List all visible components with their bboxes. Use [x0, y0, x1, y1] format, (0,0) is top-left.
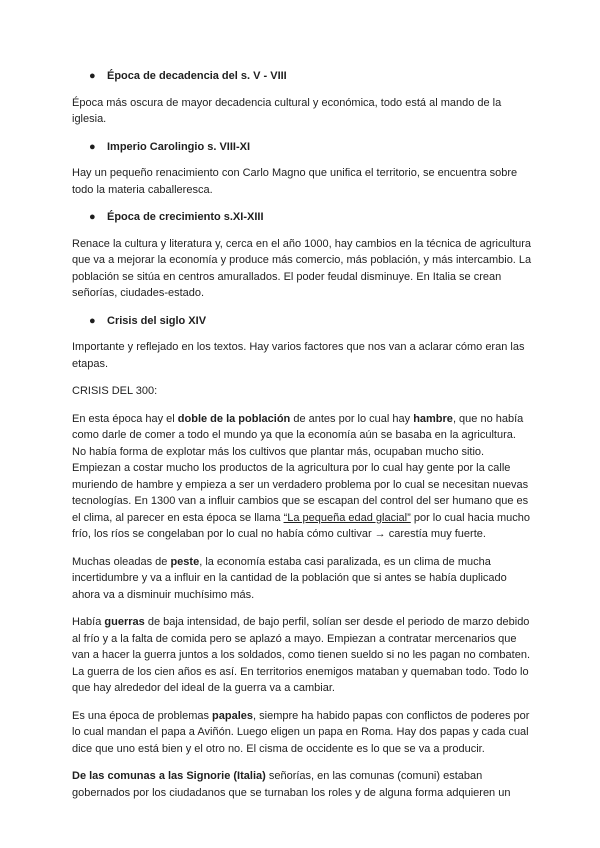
paragraph	[72, 708, 532, 758]
text-run: por lo cual hacia mucho frío, los ríos se congelaban por lo cual no había cómo cultivar → carestía muy fuerte.	[72, 511, 531, 540]
text-run: , que no había como darle de comer a todo el mundo ya que la economía aún se basaba en la agricultura. No había forma de explotar más los cultivos que plantar más, ocupaban mucho sitio. Empiezan a costar mucho los productos de la agricultura por lo cual hay gente por la calle muriendo de hambre y empieza a ser un verdadero problema por lo cual se necesitan nuevas tecnologías. En 1300 van a influir cambios que se escapan del control del ser humano que es el clima, al parecer en esta época se llama	[72, 412, 529, 524]
bullet-dot-icon: ●	[89, 211, 96, 223]
bold-run: papales	[212, 709, 254, 722]
bullet-dot-icon: ●	[89, 314, 96, 327]
text-run: Es una época de problemas	[72, 709, 213, 722]
bullet-dot-icon: ●	[89, 70, 96, 82]
paragraph	[72, 614, 532, 697]
bold-run: peste	[170, 555, 200, 568]
text-run: , siempre ha habido papas con conflictos de poderes por lo cual mandan el papa a Aviñón. Luego eligen un papa en Roma. Hay dos papas y cada cual dice que uno está bien y el otro no. El cisma de occidente es lo que se va a producir.	[72, 709, 530, 755]
paragraph	[72, 411, 532, 543]
text-run: de baja intensidad, de bajo perfil, solían ser desde el periodo de marzo debido al frío y a la falta de comida pero se aplazó a mayo. Empiezan a contratar mercenarios que van a hacer la guerra juntos a los soldados, como tienen sueldo si no les pagan no combaten. La guerra de los cien años es así. En territorios enemigos mataban y quemaban todo. Todo lo que hay alrededor del ideal de la guerra va a cambiar.	[72, 616, 531, 694]
paragraph	[72, 768, 532, 801]
text-run: señorías, en las comunas (comuni) estaban gobernados por los ciudadanos que se turnaban los roles y de alguna forma adquieren un	[72, 770, 511, 799]
bold-run: guerras	[104, 616, 145, 628]
section-title: CRISIS DEL 300:	[72, 385, 158, 397]
bullet-dot-icon: ●	[89, 140, 96, 153]
text-run: Muchas oleadas de	[72, 555, 171, 568]
paragraph	[72, 554, 532, 604]
bullet-text: Crisis del siglo XIV	[107, 314, 207, 327]
bullet-item	[89, 68, 532, 85]
paragraph: Importante y reflejado en los textos. Hay varios factores que nos van a aclarar cómo eran las etapas.	[72, 341, 525, 370]
paragraph: Renace la cultura y literatura y, cerca en el año 1000, hay cambios en la técnica de agricultura que va a mejorar la economía y produce más comercio, más población, y más intercambio. La población se sitúa en centros amurallados. El poder feudal disminuye. En Italia se crean señorías, ciudades-estado.	[72, 237, 532, 299]
text-run: En esta época hay el	[72, 412, 178, 425]
underlined-link[interactable]: “La pequeña edad glacial”	[283, 511, 411, 524]
bullet-item	[89, 313, 532, 330]
bullet-item	[89, 139, 532, 156]
bold-run: doble de la población	[177, 412, 291, 425]
paragraph: Época más oscura de mayor decadencia cultural y económica, todo está al mando de la iglesia.	[72, 96, 502, 125]
text-run: de antes por lo cual hay	[290, 412, 414, 425]
bold-run: De las comunas a las Signorie (Italia)	[72, 770, 266, 782]
bullet-text: Imperio Carolingio s. VIII-XI	[107, 140, 251, 153]
bullet-text: Época de crecimiento s.XI-XIII	[107, 211, 264, 223]
text-run: , la economía estaba casi paralizada, es un clima de mucha incertidumbre y va a influir en la cantidad de la población que si antes se había duplicado ahora va a disminuir muchísimo más.	[72, 555, 507, 601]
document-body	[72, 68, 532, 812]
bold-run: hambre	[413, 412, 453, 425]
bullet-text: Época de decadencia del s. V - VIII	[107, 70, 287, 82]
bullet-item	[89, 209, 532, 226]
paragraph: Hay un pequeño renacimiento con Carlo Magno que unifica el territorio, se encuentra sobre todo la materia caballeresca.	[72, 167, 518, 196]
text-run: Había	[72, 616, 105, 628]
